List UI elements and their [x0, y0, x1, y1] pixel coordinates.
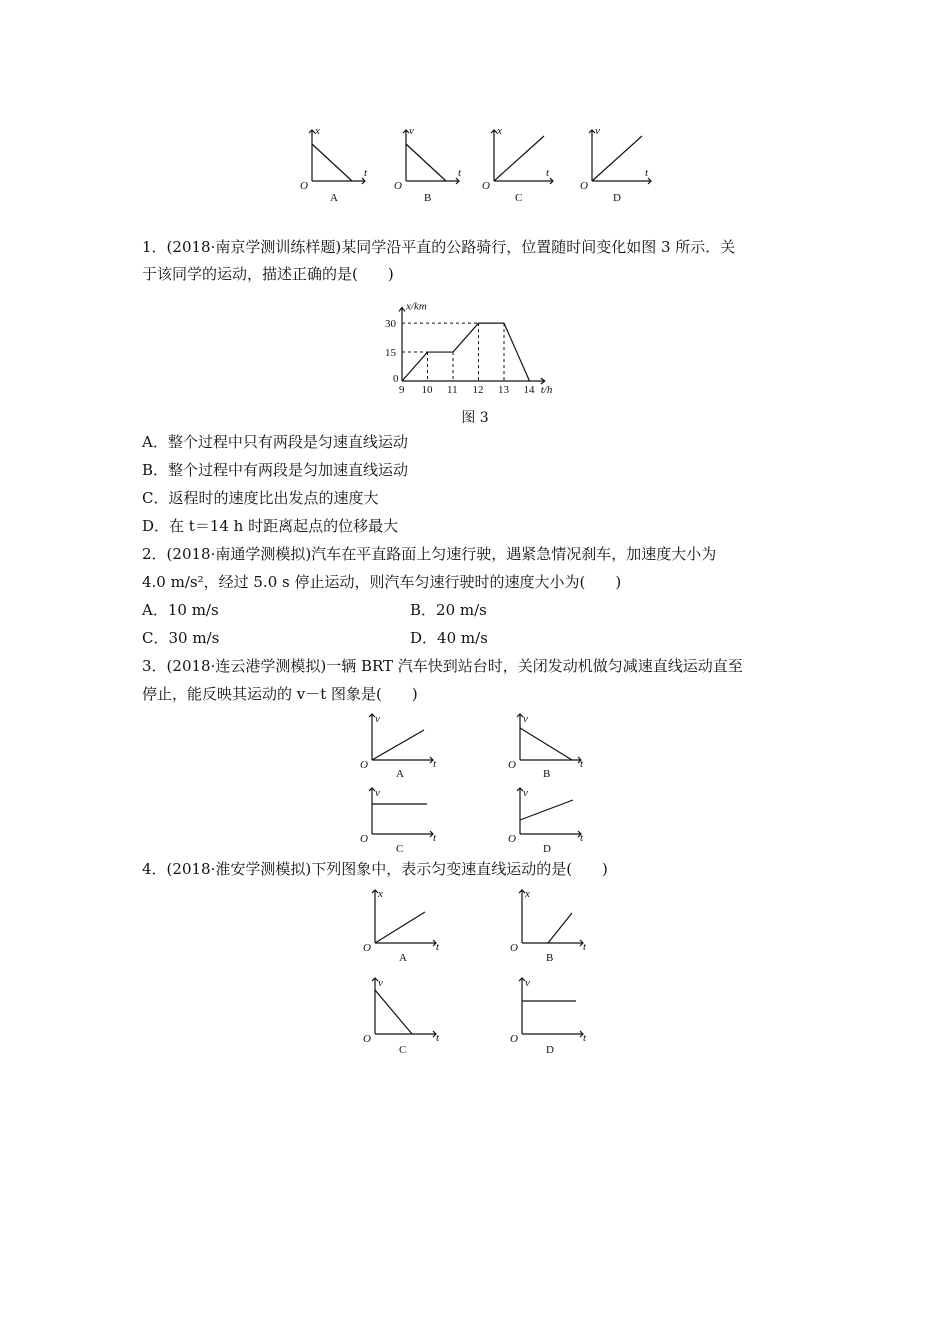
- q2-option-c: C．30 m/s: [142, 629, 220, 647]
- q3-graph-c-origin: O: [360, 833, 368, 845]
- q1-figure-caption: 图 3: [461, 410, 489, 426]
- q4-graph-b-ylabel: x: [525, 888, 530, 900]
- q3-graph-a-tlabel: t: [433, 758, 437, 770]
- top-graph-a-ylabel: x: [315, 125, 320, 137]
- q3-graph-c: [360, 787, 437, 855]
- q3-graph-c-label: C: [396, 843, 404, 855]
- q4-graph-b-tlabel: t: [583, 941, 587, 953]
- q4-graph-d-origin: O: [510, 1033, 518, 1045]
- top-graph-d-origin: O: [580, 180, 588, 192]
- q3-graph-d-origin: O: [508, 833, 516, 845]
- q2-stem-line2: 4.0 m/s²，经过 5.0 s 停止运动，则汽车匀速行驶时的速度大小为( ): [142, 573, 622, 591]
- q3-graph-b-line: [520, 728, 572, 760]
- q4-graph-a-origin: O: [363, 942, 371, 954]
- q3-graph-b-origin: O: [508, 759, 516, 771]
- q1-stem-line1: 1．(2018·南京学测训练样题)某同学沿平直的公路骑行，位置随时间变化如图 3 所示．关: [142, 238, 736, 256]
- top-graph-a-line: [312, 144, 352, 181]
- q4-graph-a-ylabel: x: [378, 888, 383, 900]
- q4-graphs: [0, 880, 950, 1060]
- top-graph-a-label: A: [330, 192, 338, 204]
- q1-option-b: B．整个过程中有两段是匀加速直线运动: [142, 461, 409, 479]
- q4-graph-a-label: A: [399, 952, 407, 964]
- q3-stem-line2: 停止，能反映其运动的 v－t 图象是( ): [142, 685, 418, 703]
- q4-graph-c-origin: O: [363, 1033, 371, 1045]
- top-graph-b-label: B: [424, 192, 432, 204]
- q4-graph-c-ylabel: v: [378, 977, 383, 989]
- top-graph-d-label: D: [613, 192, 621, 204]
- q1-stem-line2: 于该同学的运动，描述正确的是( ): [142, 265, 394, 283]
- top-graph-c-line: [494, 136, 544, 181]
- top-graph-b-tlabel: t: [458, 167, 462, 179]
- top-graph-a-tlabel: t: [364, 167, 368, 179]
- top-graph-b-line: [406, 144, 446, 181]
- q3-graph-c-tlabel: t: [433, 832, 437, 844]
- top-graph-d-line: [592, 136, 642, 181]
- top-graph-row: [0, 0, 950, 215]
- top-graph-c: [482, 125, 553, 204]
- top-graph-c-ylabel: x: [497, 125, 502, 137]
- q4-graph-b-line: [548, 913, 572, 943]
- q3-stem-line1: 3．(2018·连云港学测模拟)一辆 BRT 汽车快到站台时，关闭发动机做匀减速直线运动直至: [142, 657, 743, 675]
- chart-y-tick-0: 0: [393, 373, 399, 385]
- q1-position-time-chart: [380, 288, 580, 403]
- q3-graph-b: [508, 713, 584, 780]
- q4-graph-c-tlabel: t: [436, 1032, 440, 1044]
- q4-graph-b: [510, 888, 587, 964]
- top-graph-b-ylabel: v: [409, 125, 414, 137]
- top-graph-d-ylabel: v: [595, 125, 600, 137]
- q1-option-c: C．返程时的速度比出发点的速度大: [142, 489, 379, 507]
- top-graph-c-tlabel: t: [546, 167, 550, 179]
- q4-graph-d: [510, 977, 587, 1056]
- top-graph-b: [394, 125, 462, 204]
- top-graph-c-origin: O: [482, 180, 490, 192]
- q4-graph-a-tlabel: t: [436, 941, 440, 953]
- q1-option-d: D．在 t＝14 h 时距离起点的位移最大: [142, 517, 399, 535]
- top-graph-d: [580, 125, 651, 204]
- top-graph-c-label: C: [515, 192, 523, 204]
- top-graph-d-tlabel: t: [645, 167, 649, 179]
- q3-graph-a: [360, 713, 437, 780]
- q4-graph-c: [363, 977, 440, 1056]
- q4-graph-d-ylabel: v: [525, 977, 530, 989]
- q4-graph-d-tlabel: t: [583, 1032, 587, 1044]
- chart-x-tick-9: 9: [399, 384, 405, 396]
- q2-stem-line1: 2．(2018·南通学测模拟)汽车在平直路面上匀速行驶，遇紧急情况刹车，加速度大小为: [142, 545, 717, 563]
- chart-x-tick-12: 12: [472, 384, 484, 396]
- q3-graph-d-ylabel: v: [523, 787, 528, 799]
- q3-graphs: [0, 700, 950, 860]
- q3-graph-a-line: [372, 730, 424, 760]
- chart-y-tick-15: 15: [385, 347, 396, 360]
- q3-graph-d-line: [520, 800, 573, 820]
- chart-x-tick-10: 10: [421, 384, 433, 396]
- q2-option-b: B．20 m/s: [410, 601, 487, 619]
- q3-graph-a-label: A: [396, 768, 404, 780]
- q4-graph-b-label: B: [546, 952, 554, 964]
- q3-graph-d-tlabel: t: [580, 832, 584, 844]
- top-graph-b-origin: O: [394, 180, 402, 192]
- q3-graph-d: [508, 787, 584, 855]
- chart-y-tick-30: 30: [385, 318, 396, 331]
- q3-graph-b-tlabel: t: [580, 758, 584, 770]
- chart-x-tick-13: 13: [498, 384, 509, 396]
- q1-option-a: A．整个过程中只有两段是匀速直线运动: [142, 433, 408, 451]
- q2-option-d: D．40 m/s: [410, 629, 488, 647]
- q4-graph-c-label: C: [399, 1044, 407, 1056]
- q4-graph-a-line: [375, 912, 425, 943]
- q4-graph-d-label: D: [546, 1044, 554, 1056]
- chart-y-axis-label: x/km: [406, 300, 427, 313]
- top-graph-a: [300, 125, 368, 204]
- q3-graph-c-ylabel: v: [375, 787, 380, 799]
- q4-graph-c-line: [375, 990, 412, 1034]
- q3-graph-b-ylabel: v: [523, 713, 528, 725]
- chart-x-tick-11: 11: [447, 384, 458, 396]
- q4-graph-a: [363, 888, 440, 964]
- q3-graph-d-label: D: [543, 843, 551, 855]
- q4-graph-b-origin: O: [510, 942, 518, 954]
- q3-graph-a-ylabel: v: [375, 713, 380, 725]
- chart-x-axis-label: t/h: [540, 384, 553, 396]
- top-graph-a-origin: O: [300, 180, 308, 192]
- q3-graph-b-label: B: [543, 768, 551, 780]
- q4-stem-line1: 4．(2018·淮安学测模拟)下列图象中，表示匀变速直线运动的是( ): [142, 860, 608, 878]
- q3-graph-a-origin: O: [360, 759, 368, 771]
- q2-option-a: A．10 m/s: [142, 601, 219, 619]
- chart-x-tick-14: 14: [523, 384, 535, 396]
